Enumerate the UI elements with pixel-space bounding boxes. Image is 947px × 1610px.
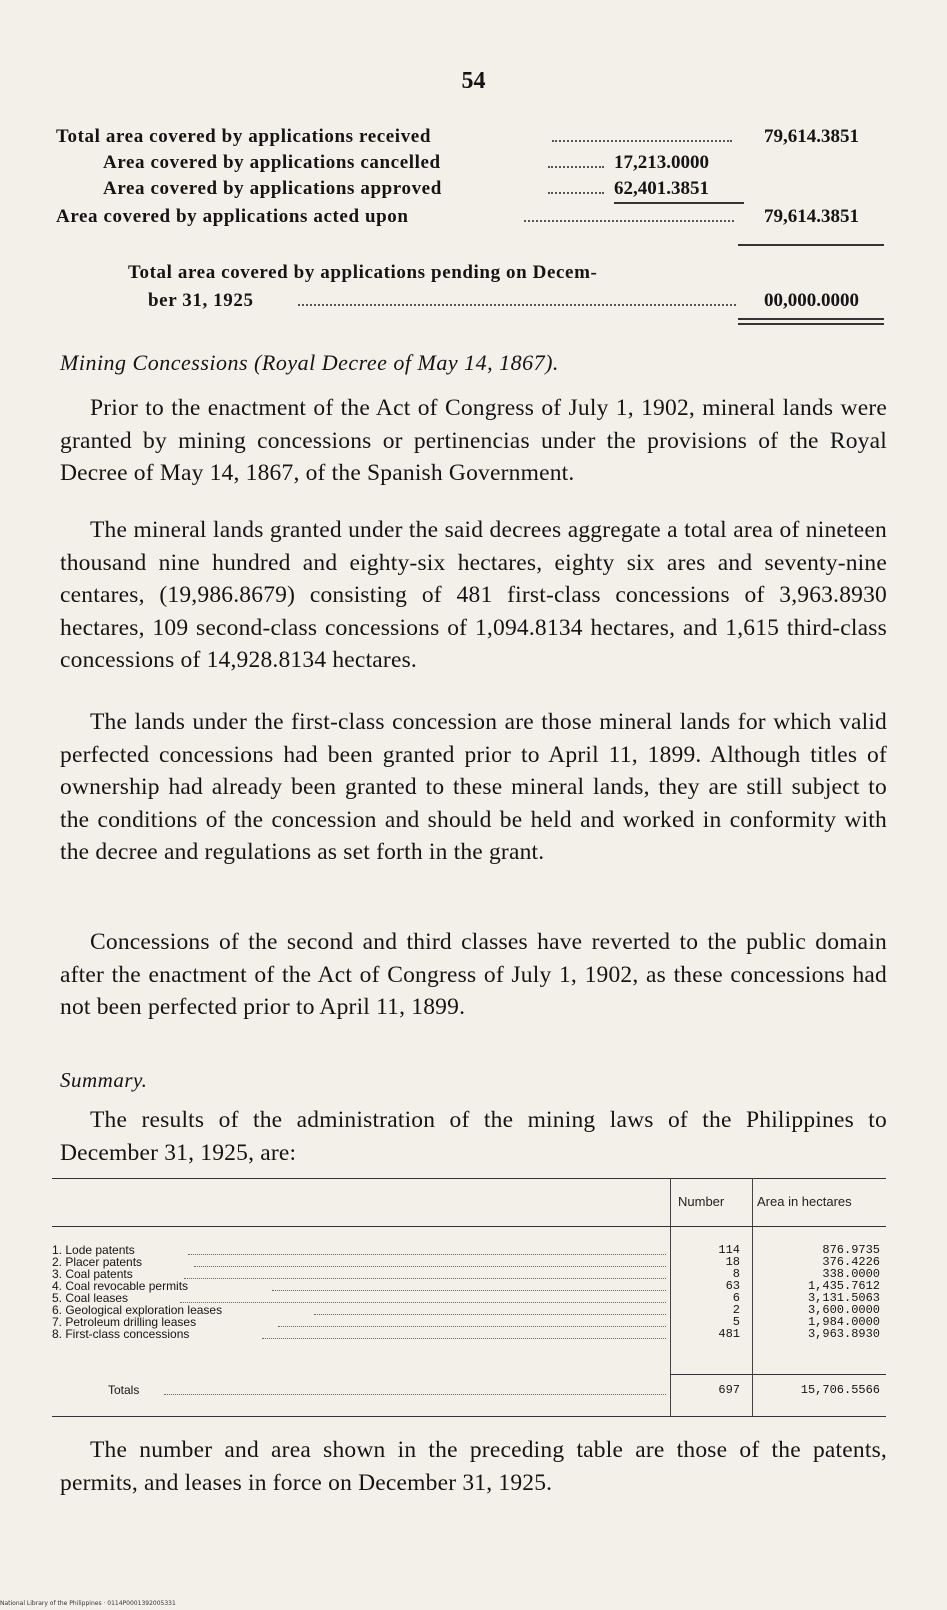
totals-rule bbox=[670, 1374, 886, 1375]
leader-dots bbox=[548, 192, 604, 194]
row-leader bbox=[180, 1302, 666, 1303]
table-row-area: 3,131.5063 bbox=[807, 1291, 880, 1305]
closing-paragraph: The number and area shown in the preceding table are those of the patents, permits, and leases in force on December 31, 1925. bbox=[60, 1437, 887, 1496]
table-row-number: 63 bbox=[725, 1279, 740, 1293]
total-received-label: Total area covered by applications received bbox=[56, 126, 431, 147]
table-bottom-rule bbox=[52, 1416, 886, 1417]
leader-dots bbox=[552, 140, 732, 142]
row-leader bbox=[164, 1394, 666, 1395]
table-row-number: 2 bbox=[732, 1303, 740, 1317]
table-row-area: 338.0000 bbox=[822, 1267, 880, 1281]
table-row-label: 5. Coal leases bbox=[52, 1291, 129, 1305]
table-row-number: 18 bbox=[725, 1255, 740, 1269]
row-leader bbox=[262, 1338, 666, 1339]
header-area: Area in hectares bbox=[757, 1194, 852, 1209]
table-row-label: 4. Coal revocable permits bbox=[52, 1279, 189, 1293]
double-rule-bottom bbox=[738, 323, 884, 325]
summary-heading: Summary. bbox=[60, 1068, 148, 1092]
acted-label: Area covered by applications acted upon bbox=[56, 206, 409, 227]
table-row-number: 481 bbox=[718, 1327, 740, 1341]
mining-heading: Mining Concessions (Royal Decree of May 14, 1867). bbox=[60, 350, 559, 375]
paragraph-first-class: The lands under the first-class concession are those mineral lands for which valid perfected concessions had been granted prior to April 11, 1899. Although titles of ownership had already been granted to these mineral lands, they are still subject to the conditions of the concession and should be held and worked in conformity with the decree and regulations as set forth in the grant. bbox=[60, 709, 887, 865]
row-leader bbox=[278, 1326, 666, 1327]
leader-dots bbox=[524, 220, 734, 222]
table-row-label: 3. Coal patents bbox=[52, 1267, 133, 1281]
table-row-label: 2. Placer patents bbox=[52, 1255, 143, 1269]
summary-intro: The results of the administration of the mining laws of the Philippines to December 31, 1925, are: bbox=[60, 1107, 887, 1166]
table-row-number: 6 bbox=[732, 1291, 740, 1305]
table-column-divider bbox=[670, 1178, 671, 1416]
table-row-number: 114 bbox=[718, 1243, 740, 1257]
double-rule-top bbox=[738, 318, 884, 320]
table-row-area: 3,600.0000 bbox=[807, 1303, 880, 1317]
table-row-area: 1,984.0000 bbox=[807, 1315, 880, 1329]
paragraph-mineral-lands: The mineral lands granted under the said decrees aggregate a total area of nineteen thousand nine hundred and eighty-six hectares, eighty six ares and seventy-nine centares, (19,986.8679) consisting of 481 first-class concessions of 3,963.8930 hectares, 109 second-class concessions of 1,094.8134 hectares, and 1,615 third-class concessions of 14,928.8134 hectares. bbox=[60, 517, 887, 673]
pending-label-line1: Total area covered by applications pending on Decem- bbox=[128, 262, 598, 283]
row-leader bbox=[194, 1266, 666, 1267]
row-leader bbox=[184, 1278, 666, 1279]
table-row-label: 1. Lode patents bbox=[52, 1243, 135, 1257]
table-row-area: 1,435.7612 bbox=[807, 1279, 880, 1293]
row-leader bbox=[272, 1290, 666, 1291]
table-row-label: 7. Petroleum drilling leases bbox=[52, 1315, 197, 1329]
row-leader bbox=[314, 1314, 666, 1315]
approved-label: Area covered by applications approved bbox=[103, 178, 442, 199]
totals-label: Totals bbox=[108, 1383, 140, 1397]
paragraph-reverted: Concessions of the second and third classes have reverted to the public domain after the enactment of the Act of Congress of July 1, 1902, as these concessions had not been perfected prior to April 11, 1899. bbox=[60, 929, 887, 1020]
row-leader bbox=[188, 1254, 666, 1255]
leader-dots bbox=[548, 166, 604, 168]
acted-value: 79,614.3851 bbox=[764, 206, 859, 227]
totals-number: 697 bbox=[718, 1383, 740, 1397]
cancelled-value: 17,213.0000 bbox=[614, 152, 709, 173]
page-number: 54 bbox=[461, 68, 486, 94]
cancelled-label: Area covered by applications cancelled bbox=[103, 152, 441, 173]
table-row-number: 5 bbox=[732, 1315, 740, 1329]
totals-area: 15,706.5566 bbox=[800, 1383, 880, 1397]
table-row-area: 876.9735 bbox=[822, 1243, 880, 1257]
scan-footer: National Library of the Philippines · 0114P0001392005331 bbox=[0, 1600, 176, 1607]
leader-dots bbox=[298, 304, 736, 306]
table-row-area: 3,963.8930 bbox=[807, 1327, 880, 1341]
paragraph-prior-enactment: Prior to the enactment of the Act of Congress of July 1, 1902, mineral lands were granted by mining concessions or pertinencias under the provisions of the Royal Decree of May 14, 1867, of the Spanish Government. bbox=[60, 395, 887, 486]
sub-rule bbox=[614, 202, 744, 204]
table-row-label: 6. Geological exploration leases bbox=[52, 1303, 223, 1317]
header-number: Number bbox=[678, 1194, 725, 1209]
table-column-divider bbox=[752, 1178, 753, 1416]
total-rule bbox=[738, 244, 884, 246]
table-row-label: 8. First-class concessions bbox=[52, 1327, 190, 1341]
table-row-number: 8 bbox=[732, 1267, 740, 1281]
total-received-value: 79,614.3851 bbox=[764, 126, 859, 147]
pending-value: 00,000.0000 bbox=[764, 290, 859, 311]
table-top-rule bbox=[52, 1178, 886, 1179]
table-header-rule bbox=[52, 1226, 886, 1227]
pending-label-line2: ber 31, 1925 bbox=[148, 290, 254, 311]
approved-value: 62,401.3851 bbox=[614, 178, 709, 199]
table-row-area: 376.4226 bbox=[822, 1255, 880, 1269]
